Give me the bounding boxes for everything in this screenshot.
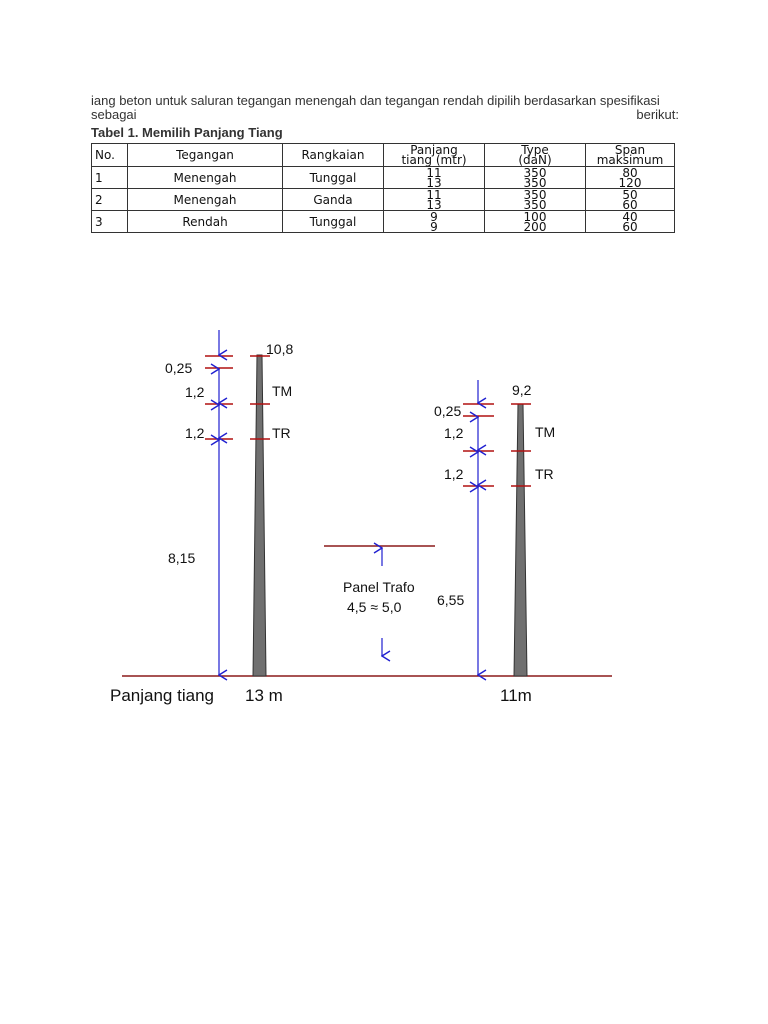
pole-right-dim-base-label: 6,55: [437, 592, 465, 608]
pole-diagram: [0, 300, 768, 720]
bottom-right-length: 11m: [500, 686, 532, 705]
cell-panjang: [384, 167, 485, 189]
cell-span-b: 60: [622, 219, 638, 234]
bottom-label: Panjang tiang: [110, 686, 214, 705]
header-type-line1: Type: [521, 143, 549, 157]
cell-type-b: 200: [523, 219, 547, 234]
cell-panjang: [384, 211, 485, 233]
table-caption: Tabel 1. Memilih Panjang Tiang: [91, 125, 283, 140]
pole-right-label-tr: TR: [535, 466, 554, 482]
cell-span-a: 40: [622, 209, 638, 224]
cell-type-b: 350: [523, 175, 547, 190]
cell-type: [485, 189, 586, 211]
table-row: [92, 211, 675, 233]
header-span-line1: Span: [614, 143, 646, 157]
cell-span: [586, 211, 675, 233]
panel-trafo: [324, 546, 435, 656]
header-panjang-line1: Panjang: [410, 143, 458, 157]
pole-right-dim-tr-label: 1,2: [444, 466, 464, 482]
cell-type-a: 350: [523, 187, 547, 202]
cell-rangkaian: Tunggal: [283, 211, 384, 233]
pole-right-dim-top-label: 0,25: [434, 403, 462, 419]
cell-panjang-b: 13: [426, 175, 442, 190]
panel-trafo-range: 4,5 ≈ 5,0: [347, 599, 402, 615]
header-panjang-line2: tiang (mtr): [401, 153, 467, 167]
cell-type-a: 100: [523, 209, 547, 224]
pole-left: [165, 330, 293, 676]
pole-spec-table: [91, 143, 675, 233]
cell-panjang-b: 9: [430, 219, 438, 234]
header-rangkaian: Rangkaian: [283, 144, 384, 167]
cell-rangkaian: Ganda: [283, 189, 384, 211]
pole-left-body: [253, 355, 266, 676]
pole-left-dim-tr-label: 1,2: [185, 425, 205, 441]
header-no: No.: [92, 144, 128, 167]
cell-span: [586, 167, 675, 189]
cell-panjang-a: 11: [426, 165, 442, 180]
header-span-line2: maksimum: [596, 153, 664, 167]
cell-tegangan: Rendah: [128, 211, 283, 233]
pole-left-dim-tm-label: 1,2: [185, 384, 205, 400]
header-type: [485, 144, 586, 167]
cell-panjang-a: 11: [426, 187, 442, 202]
table-header-row: [92, 144, 675, 167]
cell-panjang-a: 9: [430, 209, 438, 224]
cell-rangkaian: Tunggal: [283, 167, 384, 189]
bottom-left-length: 13 m: [245, 686, 283, 705]
cell-span-b: 120: [618, 175, 642, 190]
header-tegangan: Tegangan: [128, 144, 283, 167]
cell-span-b: 60: [622, 197, 638, 212]
header-type-line2: (daN): [518, 153, 552, 167]
cell-type: [485, 167, 586, 189]
cell-type: [485, 211, 586, 233]
intro-line-2: [91, 108, 679, 122]
table-row: [92, 167, 675, 189]
cell-span-a: 50: [622, 187, 638, 202]
intro-paragraph: [91, 94, 679, 122]
table-row: [92, 189, 675, 211]
intro-line-1: iang beton untuk saluran tegangan menengah dan tegangan rendah dipilih berdasarkan spesifikasi: [91, 93, 660, 108]
pole-left-label-tm: TM: [272, 383, 293, 399]
header-panjang: [384, 144, 485, 167]
cell-type-a: 350: [523, 165, 547, 180]
pole-left-top-value: 10,8: [266, 341, 294, 357]
header-span: [586, 144, 675, 167]
pole-right-body: [514, 404, 527, 676]
cell-panjang-b: 13: [426, 197, 442, 212]
pole-right-label-tm: TM: [535, 424, 556, 440]
pole-left-label-tr: TR: [272, 425, 291, 441]
intro-line-2-right: berikut:: [636, 107, 679, 122]
pole-right: [434, 380, 555, 676]
pole-left-dim-top-label: 0,25: [165, 360, 193, 376]
cell-no: 3: [92, 211, 128, 233]
pole-right-dim-tm-label: 1,2: [444, 425, 464, 441]
panel-trafo-label: Panel Trafo: [343, 579, 415, 595]
cell-tegangan: Menengah: [128, 189, 283, 211]
pole-left-dim-base-label: 8,15: [168, 550, 196, 566]
cell-tegangan: Menengah: [128, 167, 283, 189]
cell-no: 1: [92, 167, 128, 189]
pole-right-top-value: 9,2: [512, 382, 532, 398]
cell-span-a: 80: [622, 165, 638, 180]
cell-span: [586, 189, 675, 211]
cell-type-b: 350: [523, 197, 547, 212]
cell-no: 2: [92, 189, 128, 211]
intro-line-2-left: sebagai: [91, 107, 137, 122]
cell-panjang: [384, 189, 485, 211]
